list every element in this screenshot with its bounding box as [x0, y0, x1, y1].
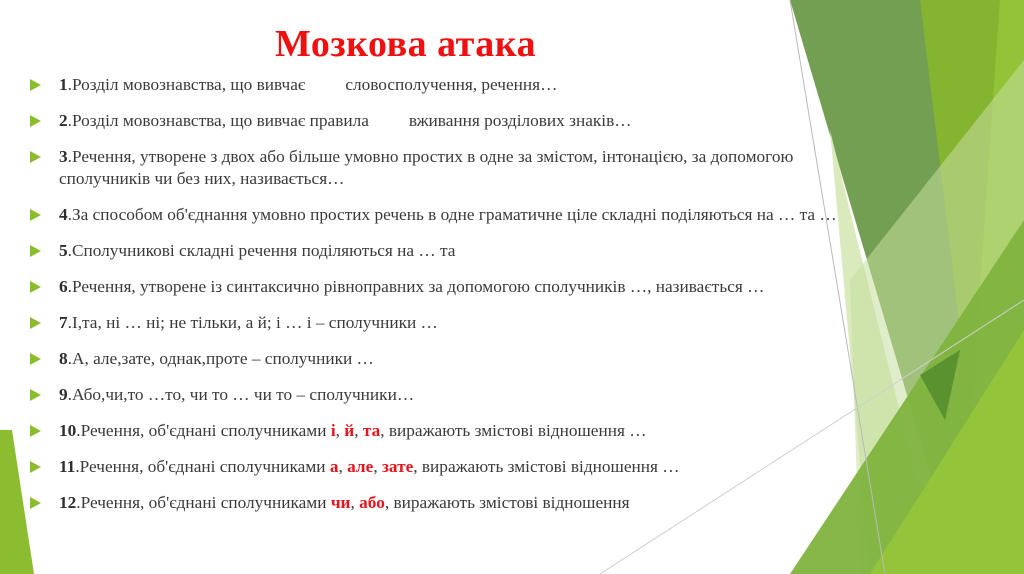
list-item-7 [30, 312, 870, 334]
highlight-conjunction: зате [381, 457, 414, 476]
list-item-6 [30, 276, 870, 298]
item-text-continued: , виражають змістові відношення … [380, 421, 647, 440]
item-text: .Або,чи,то …то, чи то … чи то – сполучники… [67, 385, 415, 404]
list-item-12 [30, 492, 870, 514]
list-item-4 [30, 204, 870, 226]
item-number: 1 [59, 75, 68, 94]
item-number: 7 [59, 313, 68, 332]
triangle-bullet-icon [30, 353, 41, 365]
list-item-2 [30, 110, 870, 132]
highlight-conjunction: і [330, 421, 336, 440]
item-text: .Речення, об'єднані сполучниками [76, 493, 331, 512]
highlight-conjunction: й [344, 421, 355, 440]
triangle-bullet-icon [30, 209, 41, 221]
list-item-10 [30, 420, 870, 442]
item-text: .А, але,зате, однак,проте – сполучники … [67, 349, 374, 368]
slide-title: Мозкова атака [275, 23, 537, 65]
item-number: 8 [59, 349, 68, 368]
item-text: .Речення, утворене з двох або більше умовно простих в одне за змістом, інтонацією, за допомогою сполучників чи без них, називається… [59, 147, 794, 188]
item-number: 10 [59, 421, 77, 440]
triangle-bullet-icon [30, 245, 41, 257]
item-text: .Розділ мовознавства, що вивчає [67, 75, 306, 94]
item-text-continued: , виражають змістові відношення … [413, 457, 680, 476]
item-text: .Речення, об'єднані сполучниками [76, 421, 331, 440]
triangle-bullet-icon [30, 389, 41, 401]
item-number: 11 [59, 457, 76, 476]
item-number: 5 [59, 241, 68, 260]
list-item-8 [30, 348, 870, 370]
item-text: .І,та, ні … ні; не тільки, а й; і … і – сполучники … [67, 313, 438, 332]
item-text: .Розділ мовознавства, що вивчає правила [67, 111, 369, 130]
item-text: .Речення, утворене із синтаксично рівноправних за допомогою сполучників …, називається … [67, 277, 765, 296]
list-item-5 [30, 240, 870, 262]
item-number: 6 [59, 277, 68, 296]
highlight-conjunction: а [329, 457, 339, 476]
item-number: 2 [59, 111, 68, 130]
list-item-3 [30, 146, 870, 190]
separator: , [350, 493, 360, 512]
highlight-conjunction: та [362, 421, 381, 440]
item-text: .Сполучникові складні речення поділяються на … та [67, 241, 456, 260]
triangle-bullet-icon [30, 79, 41, 91]
item-number: 4 [59, 205, 68, 224]
item-text-continued: словосполучення, речення… [345, 75, 558, 94]
item-number: 3 [59, 147, 68, 166]
triangle-bullet-icon [30, 497, 41, 509]
separator: , [373, 457, 382, 476]
item-text-continued: вживання розділових знаків… [408, 111, 632, 130]
highlight-conjunction: але [347, 457, 374, 476]
item-text: .За способом об'єднання умовно простих речень в одне граматичне ціле складні поділяються на … та … [67, 205, 837, 224]
item-text: .Речення, об'єднані сполучниками [75, 457, 330, 476]
item-text-continued: , виражають змістові відношення [384, 493, 630, 512]
triangle-bullet-icon [30, 425, 41, 437]
separator: , [338, 457, 348, 476]
item-number: 9 [59, 385, 68, 404]
highlight-conjunction: чи [330, 493, 351, 512]
triangle-bullet-icon [30, 317, 41, 329]
separator: , [335, 421, 345, 440]
separator: , [354, 421, 363, 440]
list-item-11 [30, 456, 870, 478]
question-list [30, 74, 870, 514]
list-item-9 [30, 384, 870, 406]
item-number: 12 [59, 493, 77, 512]
triangle-bullet-icon [30, 281, 41, 293]
list-item-1 [30, 74, 870, 96]
triangle-bullet-icon [30, 115, 41, 127]
highlight-conjunction: або [359, 493, 385, 512]
triangle-bullet-icon [30, 151, 41, 163]
triangle-bullet-icon [30, 461, 41, 473]
